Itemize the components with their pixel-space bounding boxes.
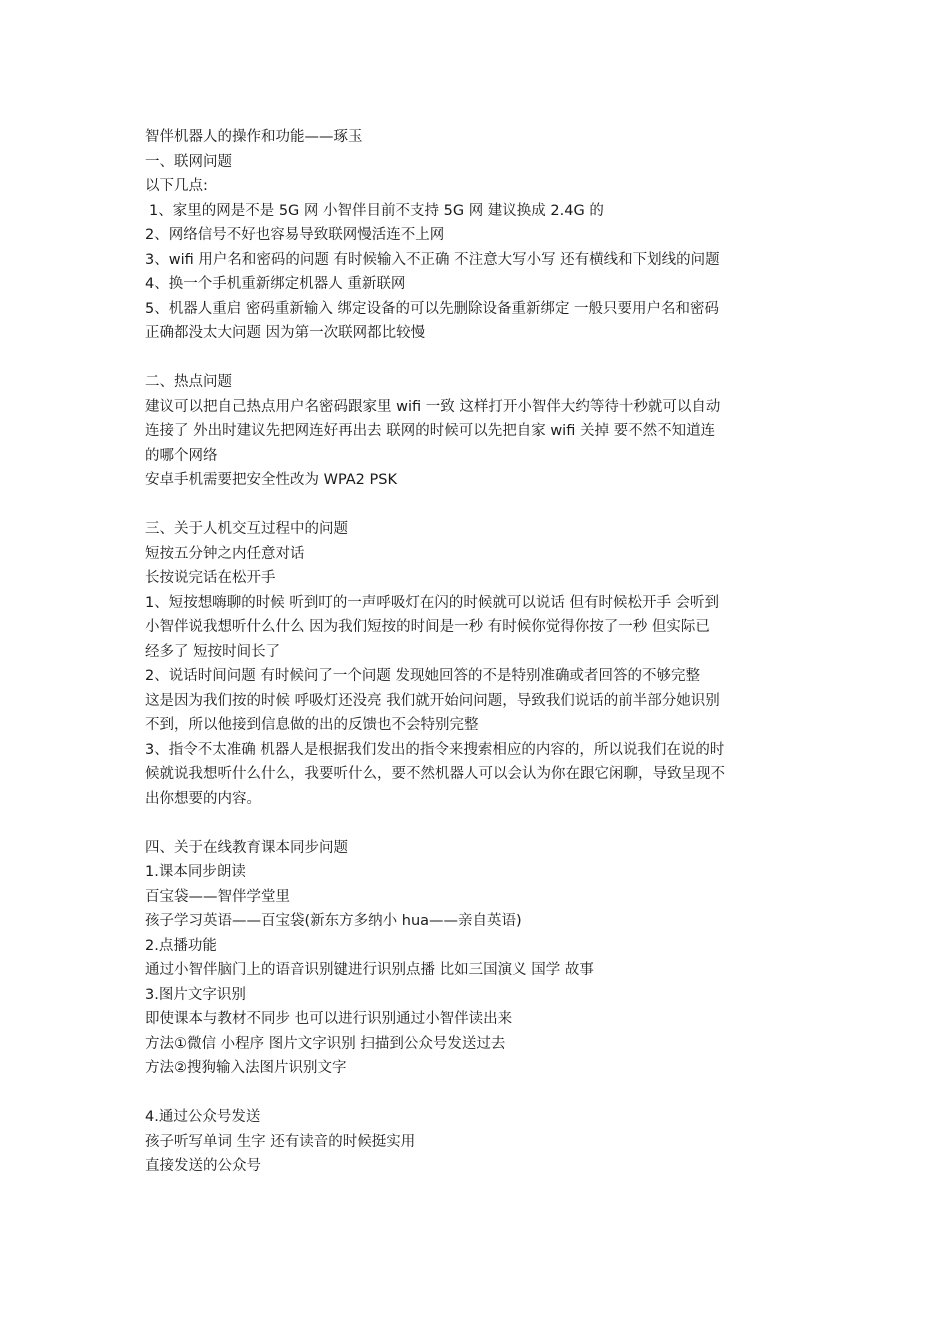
paragraph-line: 3、wifi 用户名和密码的问题 有时候输入不正确 不注意大写小写 还有横线和下划线的问题 xyxy=(145,251,720,268)
paragraph-line: 这是因为我们按的时候 呼吸灯还没亮 我们就开始问问题，导致我们说话的前半部分她识别 xyxy=(145,692,720,709)
paragraph-line: 候就说我想听什么什么，我要听什么，要不然机器人可以会认为你在跟它闲聊，导致呈现不 xyxy=(145,766,725,782)
paragraph-line: 的哪个网络 xyxy=(145,447,218,464)
paragraph-line: 小智伴说我想听什么什么 因为我们短按的时间是一秒 有时候你觉得你按了一秒 但实际已 xyxy=(145,619,710,635)
paragraph-line: 短按五分钟之内任意对话 xyxy=(145,545,305,562)
paragraph-line: 经多了 短按时间长了 xyxy=(145,643,281,660)
section-heading-education: 四、关于在线教育课本同步问题 xyxy=(145,839,348,856)
document-title: 智伴机器人的操作和功能——琢玉 xyxy=(145,129,363,145)
paragraph-line: 孩子听写单词 生字 还有读音的时候挺实用 xyxy=(145,1133,416,1150)
paragraph-line: 即使课本与教材不同步 也可以进行识别通过小智伴读出来 xyxy=(145,1011,513,1027)
paragraph-line: 1.课本同步朗读 xyxy=(145,864,246,880)
document-body xyxy=(145,125,815,1179)
paragraph-line: 5、机器人重启 密码重新输入 绑定设备的可以先删除设备重新绑定 一般只要用户名和密码 xyxy=(145,300,720,317)
paragraph-line: 2、说话时间问题 有时候问了一个问题 发现她回答的不是特别准确或者回答的不够完整 xyxy=(145,668,700,684)
paragraph-line: 4、换一个手机重新绑定机器人 重新联网 xyxy=(145,276,406,292)
paragraph-line: 连接了 外出时建议先把网连好再出去 联网的时候可以先把自家 wifi 关掉 要不然不知道连 xyxy=(145,423,716,439)
paragraph-line: 1、短按想嗨聊的时候 听到叮的一声呼吸灯在闪的时候就可以说话 但有时候松开手 会听到 xyxy=(145,594,720,611)
blank-line xyxy=(145,811,815,836)
section-heading-hotspot: 二、热点问题 xyxy=(145,374,232,390)
section-heading-network: 一、联网问题 xyxy=(145,153,232,170)
paragraph-line: 百宝袋——智伴学堂里 xyxy=(145,888,290,905)
paragraph-line: 建议可以把自己热点用户名密码跟家里 wifi 一致 这样打开小智伴大约等待十秒就可以自动 xyxy=(145,398,721,415)
paragraph-line: 直接发送的公众号 xyxy=(145,1158,261,1174)
paragraph-line: 出你想要的内容。 xyxy=(145,790,261,807)
paragraph-line: 3.图片文字识别 xyxy=(145,986,246,1003)
blank-line xyxy=(145,493,815,518)
paragraph-line: 孩子学习英语——百宝袋(新东方多纳小 hua——亲自英语) xyxy=(145,913,522,929)
paragraph-line: 2.点播功能 xyxy=(145,937,217,954)
section-heading-official-account: 4.通过公众号发送 xyxy=(145,1109,261,1125)
paragraph-line: 安卓手机需要把安全性改为 WPA2 PSK xyxy=(145,472,397,488)
paragraph-line: 长按说完话在松开手 xyxy=(145,570,276,586)
blank-line xyxy=(145,1081,815,1106)
paragraph-line: 不到，所以他接到信息做的出的反馈也不会特别完整 xyxy=(145,717,479,733)
section-heading-interaction: 三、关于人机交互过程中的问题 xyxy=(145,521,348,537)
paragraph-line: 2、网络信号不好也容易导致联网慢活连不上网 xyxy=(145,227,445,243)
paragraph-line: 1、家里的网是不是 5G 网 小智伴目前不支持 5G 网 建议换成 2.4G 的 xyxy=(149,202,604,219)
paragraph-line: 方法①微信 小程序 图片文字识别 扫描到公众号发送过去 xyxy=(145,1035,506,1052)
paragraph-line: 通过小智伴脑门上的语音识别键进行识别点播 比如三国演义 国学 故事 xyxy=(145,962,594,978)
paragraph-line: 正确都没太大问题 因为第一次联网都比较慢 xyxy=(145,325,426,341)
paragraph-line: 3、指令不太准确 机器人是根据我们发出的指令来搜索相应的内容的，所以说我们在说的时 xyxy=(145,741,725,758)
paragraph-line: 方法②搜狗输入法图片识别文字 xyxy=(145,1060,347,1076)
paragraph-line: 以下几点: xyxy=(145,178,208,194)
blank-line xyxy=(145,346,815,371)
